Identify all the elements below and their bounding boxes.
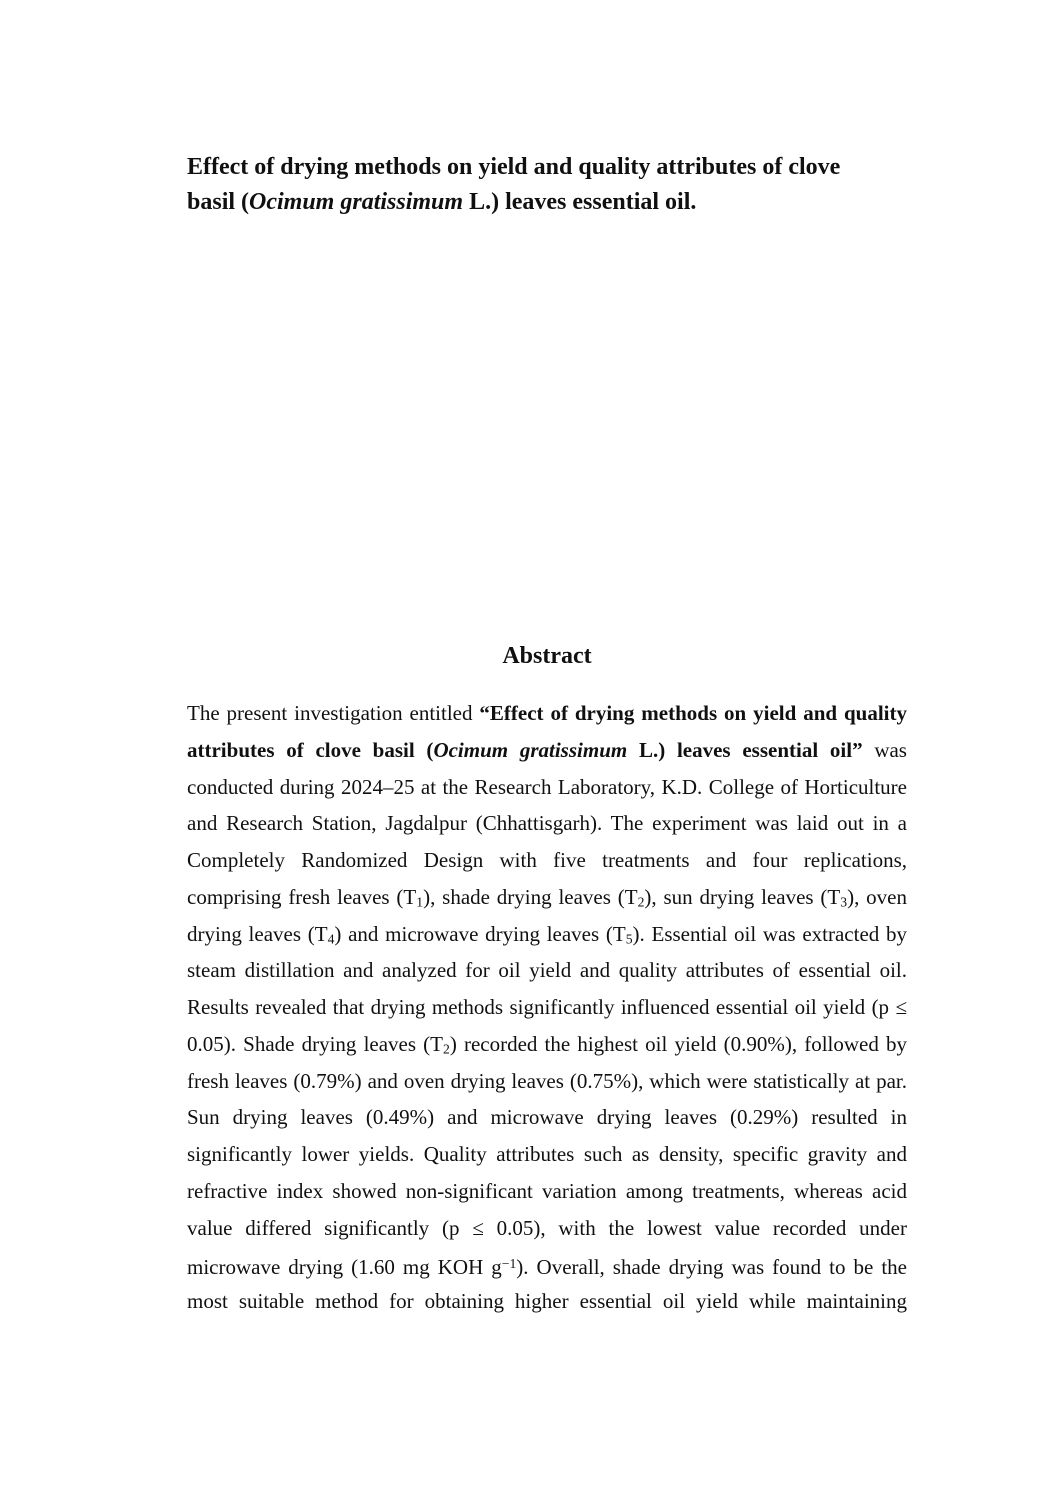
text-line: Completely Randomized Design with five treatments and four replications, (187, 848, 907, 872)
text-line: value differed significantly (p ≤ 0.05), with the lowest value recorded under (187, 1215, 907, 1240)
text-line: significantly lower yields. Quality attributes such as density, specific gravity and (187, 1142, 907, 1166)
text-line: Sun drying leaves (0.49%) and microwave drying leaves (0.29%) resulted in (187, 1105, 907, 1130)
abstract-body (187, 695, 907, 1320)
text-line: 0.05). Shade drying leaves (T2) recorded the highest oil yield (0.90%), followed by (187, 1031, 907, 1057)
text-line: attributes of clove basil (Ocimum gratissimum L.) leaves essential oil” was (187, 737, 907, 762)
text-line: steam distillation and analyzed for oil yield and quality attributes of essential oil. (187, 958, 907, 983)
document-title (187, 150, 911, 220)
text-line: drying leaves (T4) and microwave drying leaves (T5). Essential oil was extracted by (187, 921, 907, 946)
text-line: comprising fresh leaves (T1), shade drying leaves (T2), sun drying leaves (T3), oven (187, 884, 907, 910)
text-line: The present investigation entitled “Effect of drying methods on yield and quality (187, 701, 907, 725)
text-line: conducted during 2024–25 at the Research Laboratory, K.D. College of Horticulture (187, 774, 907, 799)
text-line: most suitable method for obtaining higher essential oil yield while maintaining (187, 1289, 907, 1313)
text-line: fresh leaves (0.79%) and oven drying leaves (0.75%), which were statistically at par. (187, 1068, 907, 1093)
text-line: and Research Station, Jagdalpur (Chhattisgarh). The experiment was laid out in a (187, 811, 907, 836)
text-line: refractive index showed non-significant variation among treatments, whereas acid (187, 1178, 907, 1203)
text-line: basil (Ocimum gratissimum L.) leaves essential oil. (187, 189, 697, 215)
text-line: Effect of drying methods on yield and quality attributes of clove (187, 154, 841, 180)
text-line: Results revealed that drying methods significantly influenced essential oil yield (p ≤ (187, 995, 907, 1019)
text-line: microwave drying (1.60 mg KOH $g^{-1}$). Overall, shade drying was found to be the (187, 1255, 907, 1280)
abstract-heading: Abstract (502, 643, 592, 669)
